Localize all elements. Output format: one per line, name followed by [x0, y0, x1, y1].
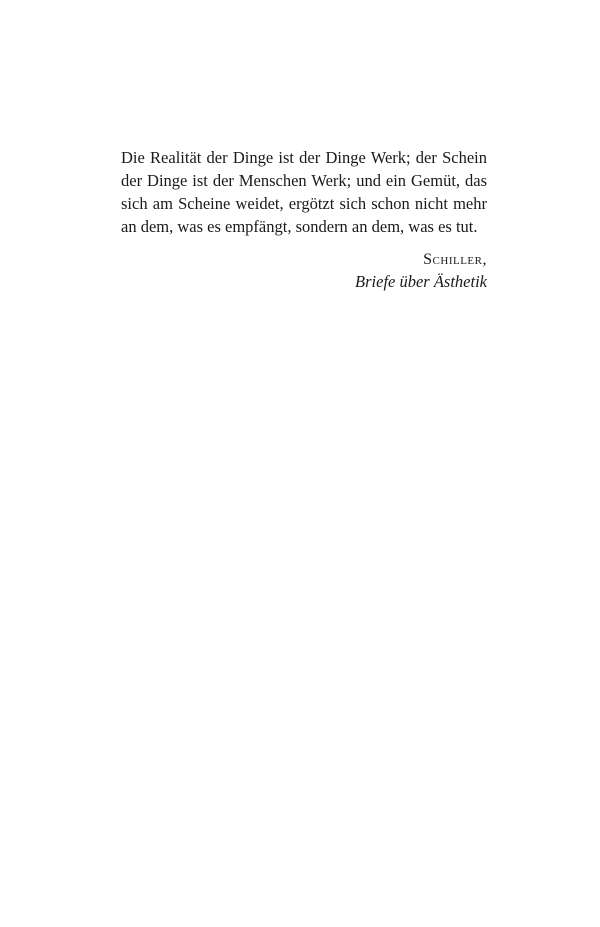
epigraph	[121, 146, 487, 293]
quote-line: Die Realität der Dinge ist der Dinge Werk; der Schein	[121, 148, 487, 167]
epigraph-attribution	[121, 249, 487, 293]
epigraph-author: Schiller,	[423, 251, 487, 268]
epigraph-work-title: Briefe über Ästhetik	[355, 272, 487, 291]
epigraph-quote	[121, 146, 487, 238]
quote-line: an dem, was es empfängt, sondern an dem, was es tut.	[121, 217, 478, 236]
quote-line: der Dinge ist der Menschen Werk; und ein Gemüt, das	[121, 171, 487, 190]
quote-line: sich am Scheine weidet, ergötzt sich schon nicht mehr	[121, 194, 487, 213]
